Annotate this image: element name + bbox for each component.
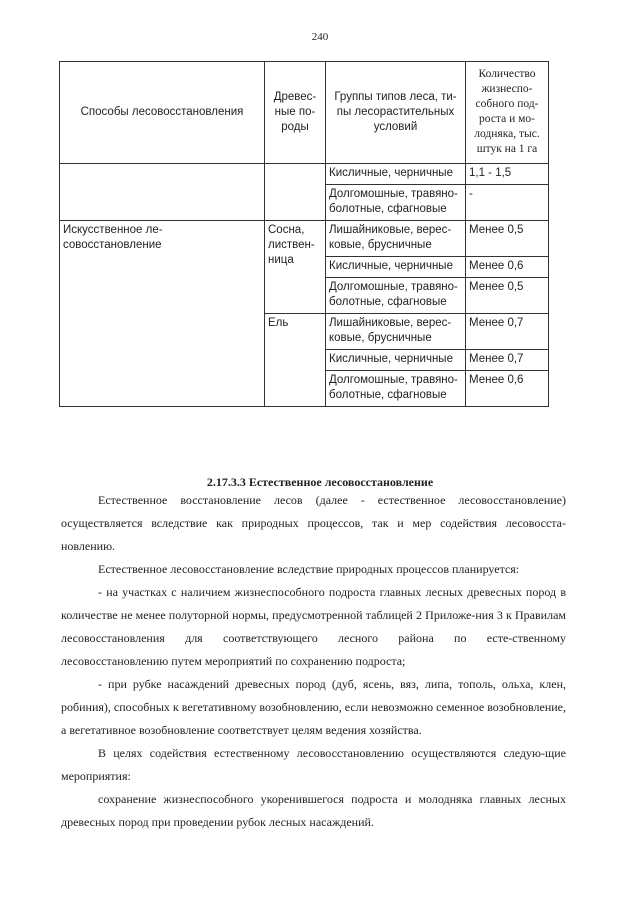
- section-heading: 2.17.3.3 Естественное лесовосстановление: [206, 475, 434, 489]
- cell-group: Кисличные, черничные: [326, 257, 466, 278]
- cell-group: Кисличные, черничные: [326, 350, 466, 371]
- cell-species: [265, 164, 326, 221]
- table-row: [60, 221, 549, 257]
- cell-qty: Менее 0,7: [466, 314, 549, 350]
- cell-species: Сосна, листвен-ница: [265, 221, 326, 314]
- cell-group: Лишайниковые, верес-ковые, брусничные: [326, 221, 466, 257]
- paragraph: В целях содействия естественному лесовосстановлению осуществляются следую-щие мероприятия:: [61, 746, 566, 783]
- cell-group: Кисличные, черничные: [326, 164, 466, 185]
- cell-qty: Менее 0,7: [466, 350, 549, 371]
- cell-group: Лишайниковые, верес-ковые, брусничные: [326, 314, 466, 350]
- paragraph: - на участках с наличием жизнеспособного подроста главных лесных древесных пород в количестве не менее полуторной нормы, предусмотренной таблицей 2 Приложе-ния 3 к Правилам лесовосстановления для соответствующего лесного района по есте-ственному лесовосстановлению путем мероприятий по сохранению подроста;: [61, 585, 566, 668]
- cell-qty: Менее 0,5: [466, 221, 549, 257]
- header-species: Древес-ные по-роды: [265, 62, 326, 164]
- header-quantity: Количество жизнеспо-собного под-роста и мо-лодняка, тыс. штук на 1 га: [466, 62, 549, 164]
- cell-qty: Менее 0,6: [466, 371, 549, 407]
- paragraph: сохранение жизнеспособного укоренившегося подроста и молодняка главных лесных древесных пород при проведении рубок лесных насаждений.: [61, 792, 566, 829]
- cell-qty: 1,1 - 1,5: [466, 164, 549, 185]
- cell-group: Долгомошные, травяно-болотные, сфагновые: [326, 278, 466, 314]
- paragraph: Естественное лесовосстановление вследствие природных процессов планируется:: [98, 562, 520, 576]
- table-header-row: [60, 62, 549, 164]
- cell-group: Долгомошные, травяно-болотные, сфагновые: [326, 185, 466, 221]
- cell-method: [60, 164, 265, 221]
- table-row: [60, 164, 549, 185]
- cell-group: Долгомошные, травяно-болотные, сфагновые: [326, 371, 466, 407]
- cell-qty: Менее 0,6: [466, 257, 549, 278]
- regeneration-table: [59, 61, 549, 407]
- cell-method: Искусственное ле-совосстановление: [60, 221, 265, 407]
- cell-qty: -: [466, 185, 549, 221]
- cell-qty: Менее 0,5: [466, 278, 549, 314]
- cell-species: Ель: [265, 314, 326, 407]
- header-method: Способы лесовосстановления: [60, 62, 265, 164]
- header-forest-group: Группы типов леса, ти-пы лесорастительных условий: [326, 62, 466, 164]
- page-number: 240: [311, 31, 329, 43]
- paragraph: - при рубке насаждений древесных пород (дуб, ясень, вяз, липа, тополь, ольха, клен, робиния), способных к вегетативному возобновлению, если невозможно семенное возобновление, а вегетативное возобновление соответствует целям ведения хозяйства.: [61, 677, 566, 737]
- paragraph: Естественное восстановление лесов (далее - естественное лесовосстановление) осуществляется вследствие как природных процессов, так и мер содействия лесовосста-новлению.: [61, 493, 566, 553]
